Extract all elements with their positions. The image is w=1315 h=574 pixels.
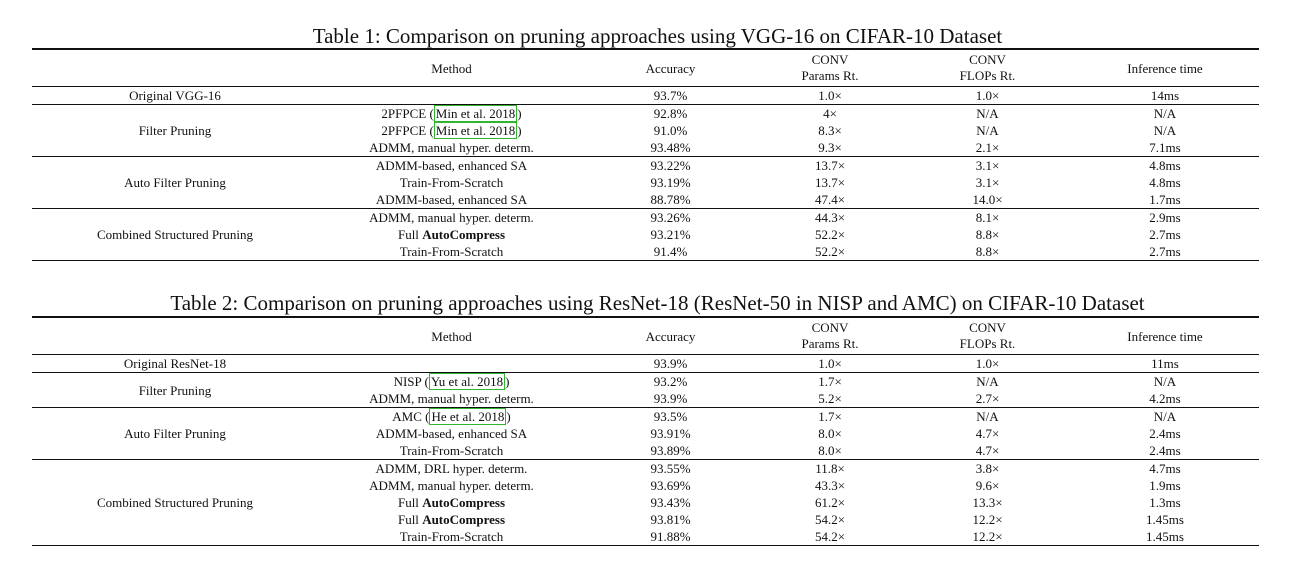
params-cell: 44.3×	[756, 209, 904, 227]
original-accuracy: 93.9%	[653, 356, 688, 371]
original-method-blank	[318, 87, 585, 105]
accuracy-cell: 93.5%	[585, 408, 756, 426]
params-cell: 54.2×	[756, 528, 904, 546]
flops-cell: N/A	[976, 123, 999, 138]
flops-cell: N/A	[904, 408, 1071, 426]
method-prefix: Full	[397, 512, 423, 527]
method-text: ADMM, manual hyper. determ.	[369, 478, 534, 493]
flops-cell: 3.1×	[904, 157, 1071, 175]
inference-cell: 4.2ms	[1149, 391, 1181, 406]
header-flops	[904, 50, 1071, 87]
original-label: Original VGG-16	[129, 88, 221, 103]
method-prefix: AMC (	[392, 409, 430, 424]
group-name: Filter Pruning	[32, 105, 318, 157]
header-accuracy: Accuracy	[585, 50, 756, 87]
method-cell	[318, 511, 585, 528]
original-inference: 11ms	[1151, 356, 1179, 371]
inference-cell: 1.3ms	[1149, 495, 1181, 510]
method-cell	[318, 226, 585, 243]
accuracy-cell: 91.0%	[653, 123, 688, 138]
header-params-line2: Params Rt.	[801, 68, 859, 83]
inference-cell: 2.4ms	[1149, 426, 1181, 441]
method-text: Train-From-Scratch	[399, 175, 504, 190]
table-1-body	[32, 87, 1259, 261]
method-cell	[318, 157, 585, 175]
accuracy-cell: 93.22%	[585, 157, 756, 175]
method-cell	[318, 174, 585, 191]
table-2-caption: Table 2: Comparison on pruning approaches using ResNet-18 (ResNet-50 in NISP and AMC) on CIFAR-10 Dataset	[170, 291, 1145, 315]
inference-cell: N/A	[1071, 373, 1259, 391]
header-row	[32, 318, 1259, 355]
params-cell: 8.3×	[818, 123, 842, 138]
accuracy-cell: 93.69%	[650, 478, 691, 493]
citation-link[interactable]: Min et al. 2018	[435, 123, 516, 138]
method-prefix: Full	[397, 495, 423, 510]
table-1-header	[32, 49, 1259, 87]
method-suffix: )	[505, 374, 510, 389]
flops-cell: N/A	[904, 373, 1071, 391]
method-cell	[318, 139, 585, 157]
method-cell	[318, 460, 585, 478]
table-row	[32, 157, 1259, 175]
original-flops: 1.0×	[975, 356, 1000, 371]
original-row	[32, 355, 1259, 373]
original-accuracy: 93.7%	[653, 88, 688, 103]
method-cell	[318, 373, 585, 391]
inference-cell: 1.9ms	[1149, 478, 1181, 493]
method-text: ADMM, DRL hyper. determ.	[375, 461, 528, 476]
inference-cell: 2.9ms	[1071, 209, 1259, 227]
header-params-line1: CONV	[811, 52, 849, 67]
inference-cell: 2.7ms	[1071, 243, 1259, 261]
method-bold: AutoCompress	[422, 227, 506, 242]
flops-cell: 2.1×	[975, 140, 1000, 155]
method-bold: AutoCompress	[422, 495, 506, 510]
group-name: Auto Filter Pruning	[32, 157, 318, 209]
method-text: ADMM-based, enhanced SA	[375, 158, 528, 173]
table-row	[32, 209, 1259, 227]
table-row	[32, 460, 1259, 478]
accuracy-cell: 93.89%	[650, 443, 691, 458]
params-cell: 52.2×	[814, 227, 846, 242]
group-name: Auto Filter Pruning	[32, 408, 318, 460]
accuracy-cell: 93.55%	[585, 460, 756, 478]
method-prefix: 2PFPCE (	[381, 106, 434, 121]
method-cell	[318, 425, 585, 442]
accuracy-cell: 88.78%	[650, 192, 691, 207]
params-cell: 47.4×	[814, 192, 846, 207]
flops-cell: 12.2×	[972, 512, 1003, 527]
accuracy-cell: 93.91%	[650, 426, 691, 441]
accuracy-cell: 93.21%	[650, 227, 691, 242]
method-cell	[318, 494, 585, 511]
flops-cell: 13.3×	[972, 495, 1003, 510]
method-suffix: )	[517, 106, 522, 121]
accuracy-cell: 93.19%	[650, 175, 691, 190]
method-text: ADMM-based, enhanced SA	[375, 192, 528, 207]
params-cell: 52.2×	[756, 243, 904, 261]
inference-cell: 7.1ms	[1149, 140, 1181, 155]
params-cell: 61.2×	[814, 495, 846, 510]
params-cell: 11.8×	[756, 460, 904, 478]
method-cell	[318, 209, 585, 227]
inference-cell: 2.4ms	[1149, 443, 1181, 458]
method-cell	[318, 191, 585, 209]
params-cell: 4×	[756, 105, 904, 123]
original-method-blank	[318, 355, 585, 373]
params-cell: 8.0×	[818, 443, 842, 458]
header-group-blank	[32, 318, 318, 355]
params-cell: 43.3×	[814, 478, 846, 493]
header-flops-line2: FLOPs Rt.	[959, 336, 1016, 351]
table-2	[32, 316, 1259, 546]
original-row	[32, 87, 1259, 105]
params-cell: 54.2×	[814, 512, 846, 527]
flops-cell: 8.8×	[904, 243, 1071, 261]
method-prefix: NISP (	[393, 374, 429, 389]
header-accuracy: Accuracy	[585, 318, 756, 355]
header-params	[756, 50, 904, 87]
method-text: ADMM, manual hyper. determ.	[369, 140, 534, 155]
table-2-header	[32, 317, 1259, 355]
flops-cell: 3.8×	[904, 460, 1071, 478]
method-cell	[318, 122, 585, 139]
table-row	[32, 408, 1259, 426]
params-cell: 9.3×	[818, 140, 842, 155]
header-inference: Inference time	[1071, 318, 1259, 355]
header-group-blank	[32, 50, 318, 87]
method-cell	[318, 243, 585, 261]
accuracy-cell: 93.26%	[585, 209, 756, 227]
method-text: Train-From-Scratch	[399, 244, 504, 259]
citation-link[interactable]: Yu et al. 2018	[430, 374, 504, 389]
inference-cell: 4.8ms	[1071, 157, 1259, 175]
inference-cell: 4.8ms	[1149, 175, 1181, 190]
header-flops-line1: CONV	[969, 320, 1006, 335]
inference-cell: N/A	[1153, 123, 1177, 138]
original-params: 1.0×	[818, 356, 842, 371]
flops-cell: 8.1×	[904, 209, 1071, 227]
flops-cell: 3.1×	[975, 175, 1000, 190]
inference-cell: 1.45ms	[1071, 528, 1259, 546]
table-1-caption: Table 1: Comparison on pruning approaches using VGG-16 on CIFAR-10 Dataset	[312, 24, 1003, 48]
flops-cell: N/A	[904, 105, 1071, 123]
method-suffix: )	[517, 123, 522, 138]
inference-cell: N/A	[1071, 408, 1259, 426]
flops-cell: 4.7×	[975, 443, 1000, 458]
params-cell: 13.7×	[814, 175, 846, 190]
accuracy-cell: 91.4%	[585, 243, 756, 261]
method-cell	[318, 477, 585, 494]
method-text: Train-From-Scratch	[399, 443, 504, 458]
accuracy-cell: 93.9%	[653, 391, 688, 406]
params-cell: 13.7×	[756, 157, 904, 175]
flops-cell: 2.7×	[975, 391, 1000, 406]
method-text: ADMM-based, enhanced SA	[375, 426, 528, 441]
header-params	[756, 318, 904, 355]
method-cell	[318, 408, 585, 426]
params-cell: 1.7×	[756, 373, 904, 391]
group-name: Combined Structured Pruning	[32, 209, 318, 261]
header-inference: Inference time	[1071, 50, 1259, 87]
method-prefix: 2PFPCE (	[381, 123, 434, 138]
accuracy-cell: 92.8%	[585, 105, 756, 123]
inference-cell: 1.7ms	[1149, 192, 1181, 207]
citation-link[interactable]: Min et al. 2018	[435, 106, 516, 121]
params-cell: 1.7×	[756, 408, 904, 426]
flops-cell: 12.2×	[904, 528, 1071, 546]
flops-cell: 14.0×	[972, 192, 1003, 207]
citation-link[interactable]: He et al. 2018	[431, 409, 505, 424]
params-cell: 8.0×	[818, 426, 842, 441]
group-name: Filter Pruning	[32, 373, 318, 408]
original-inference: 14ms	[1150, 88, 1180, 103]
method-cell	[318, 528, 585, 546]
header-row	[32, 50, 1259, 87]
group-name: Combined Structured Pruning	[32, 460, 318, 546]
flops-cell: 9.6×	[975, 478, 1000, 493]
method-suffix: )	[506, 409, 511, 424]
header-method: Method	[318, 50, 585, 87]
method-cell	[318, 105, 585, 123]
header-flops-line1: CONV	[969, 52, 1006, 67]
table-2-body	[32, 355, 1259, 546]
method-text: ADMM, manual hyper. determ.	[369, 391, 534, 406]
accuracy-cell: 93.43%	[650, 495, 691, 510]
original-flops: 1.0×	[975, 88, 1000, 103]
inference-cell: N/A	[1071, 105, 1259, 123]
method-cell	[318, 442, 585, 460]
inference-cell: 1.45ms	[1146, 512, 1184, 527]
header-flops-line2: FLOPs Rt.	[959, 68, 1016, 83]
accuracy-cell: 93.48%	[650, 140, 691, 155]
method-text: Train-From-Scratch	[399, 529, 504, 544]
inference-cell: 4.7ms	[1071, 460, 1259, 478]
accuracy-cell: 91.88%	[585, 528, 756, 546]
table-row	[32, 105, 1259, 123]
table-row	[32, 373, 1259, 391]
header-method: Method	[318, 318, 585, 355]
header-params-line2: Params Rt.	[801, 336, 859, 351]
original-label: Original ResNet-18	[123, 356, 227, 371]
header-flops	[904, 318, 1071, 355]
table-1	[32, 48, 1259, 261]
method-prefix: Full	[397, 227, 423, 242]
accuracy-cell: 93.2%	[585, 373, 756, 391]
method-text: ADMM, manual hyper. determ.	[369, 210, 534, 225]
method-cell	[318, 390, 585, 408]
header-params-line1: CONV	[811, 320, 849, 335]
original-params: 1.0×	[818, 88, 842, 103]
flops-cell: 8.8×	[975, 227, 1000, 242]
inference-cell: 2.7ms	[1149, 227, 1181, 242]
params-cell: 5.2×	[818, 391, 842, 406]
method-bold: AutoCompress	[422, 512, 506, 527]
accuracy-cell: 93.81%	[650, 512, 691, 527]
flops-cell: 4.7×	[975, 426, 1000, 441]
